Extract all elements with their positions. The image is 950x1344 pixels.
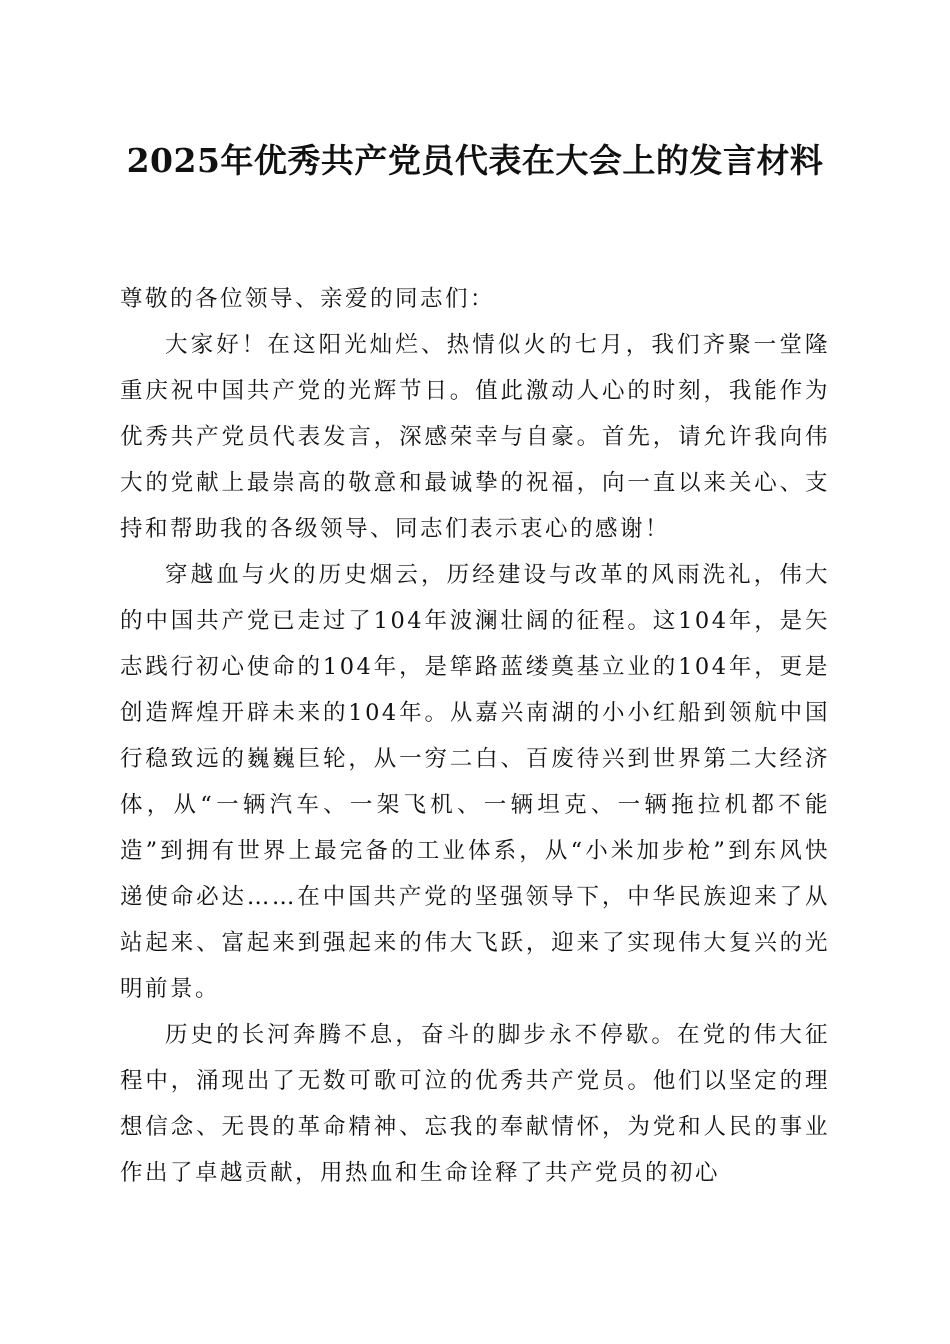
salutation: 尊敬的各位领导、亲爱的同志们： bbox=[120, 286, 496, 312]
paragraph-2: 穿越血与火的历史烟云，历经建设与改革的风雨洗礼，伟大的中国共产党已走过了104年波澜壮阔的征程。这104年，是矢志践行初心使命的104年，是筚路蓝缕奠基立业的104年，更是创造辉煌开辟未来的104年。从嘉兴南湖的小小红船到领航中国行稳致远的巍巍巨轮，从一穷二白、百废待兴到世界第二大经济体，从“一辆汽车、一架飞机、一辆坦克、一辆拖拉机都不能造”到拥有世界上最完备的工业体系，从“小米加步枪”到东风快递使命必达……在中国共产党的坚强领导下，中华民族迎来了从站起来、富起来到强起来的伟大飞跃，迎来了实现伟大复兴的光明前景。 bbox=[120, 562, 830, 1002]
document-body bbox=[120, 276, 830, 1196]
paragraph-1: 大家好！在这阳光灿烂、热情似火的七月，我们齐聚一堂隆重庆祝中国共产党的光辉节日。值此激动人心的时刻，我能作为优秀共产党员代表发言，深感荣幸与自豪。首先，请允许我向伟大的党献上最崇高的敬意和最诚挚的祝福，向一直以来关心、支持和帮助我的各级领导、同志们表示衷心的感谢！ bbox=[120, 332, 830, 542]
document-title: 2025年优秀共产党员代表在大会上的发言材料 bbox=[126, 141, 824, 180]
paragraph-3: 历史的长河奔腾不息，奋斗的脚步永不停歇。在党的伟大征程中，涌现出了无数可歌可泣的优秀共产党员。他们以坚定的理想信念、无畏的革命精神、忘我的奉献情怀，为党和人民的事业作出了卓越贡献，用热血和生命诠释了共产党员的初心 bbox=[120, 1022, 830, 1186]
